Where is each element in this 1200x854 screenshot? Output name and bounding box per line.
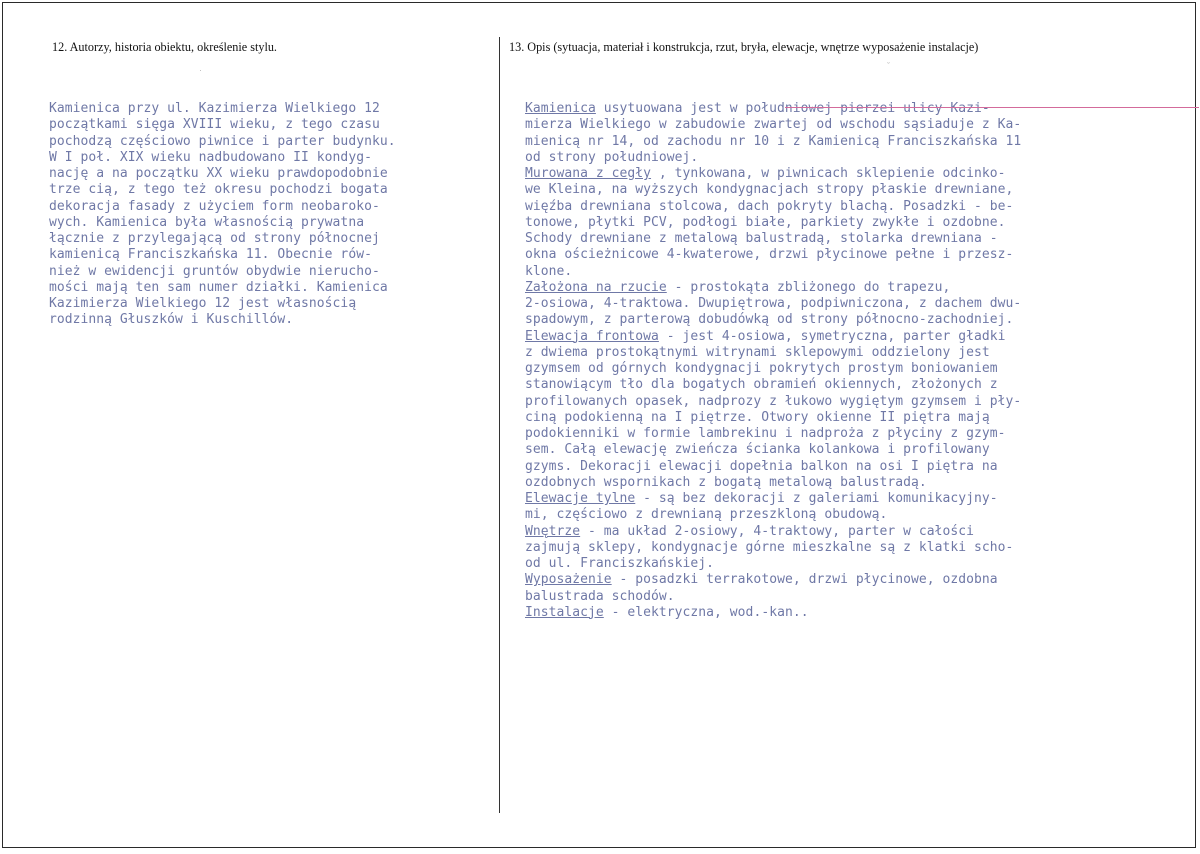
- description-text: ciną podokienną na I piętrze. Otwory okienne II piętra mają: [525, 409, 990, 425]
- description-text: z dwiema prostokątnymi witrynami sklepowymi oddzielony jest: [525, 344, 990, 360]
- description-text: tonowe, płytki PCV, podłogi białe, parkiety zwykłe i ozdobne.: [525, 214, 1006, 230]
- description-text: - prostokąta zbliżonego do trapezu,: [666, 279, 951, 295]
- description-text: od strony południowej.: [525, 149, 699, 165]
- description-text: - elektryczna, wod.-kan..: [603, 604, 809, 620]
- history-line: Kamienica przy ul. Kazimierza Wielkiego 12: [49, 101, 380, 116]
- inventory-card-sheet: [2, 2, 1196, 848]
- description-text: - jest 4-osiowa, symetryczna, parter gładki: [658, 328, 1006, 344]
- description-line: [525, 312, 1175, 328]
- description-line: [525, 199, 1175, 215]
- description-line: [525, 524, 1175, 540]
- section-keyword: Wnętrze: [525, 523, 581, 539]
- description-line: [525, 572, 1175, 588]
- description-line: [525, 166, 1175, 182]
- description-line: [525, 507, 1175, 523]
- history-line: łącznie z przylegającą od strony północnej: [49, 231, 380, 246]
- history-line: początkami sięga XVIII wieku, z tego czasu: [49, 117, 380, 133]
- history-line: mości mają ten sam numer działki. Kamienica: [49, 279, 388, 295]
- description-line: [525, 345, 1175, 361]
- description-text: zajmują sklepy, kondygnacje górne mieszkalne są z klatki scho-: [525, 539, 1014, 555]
- description-line: [525, 556, 1175, 572]
- description-line: [525, 442, 1175, 458]
- faint-mark: ·: [199, 65, 202, 75]
- description-line: [525, 377, 1175, 393]
- description-line: [525, 329, 1175, 345]
- description-text: stanowiącym tło dla bogatych obramień okiennych, złożonych z: [525, 377, 998, 393]
- description-text: balustrada schodów.: [525, 588, 675, 604]
- description-text: ozdobnych wspornikach z bogatą metalową balustradą.: [525, 474, 927, 490]
- history-line: wych. Kamienica była własnością prywatna: [49, 214, 365, 230]
- description-text: podokienniki w formie lambrekinu i nadproża z płyciny z gzym-: [525, 426, 1006, 441]
- section-keyword: Elewacje tylne: [525, 491, 636, 506]
- description-line: [525, 426, 1175, 442]
- description-text: spadowym, z parterową dobudówką od strony północno-zachodniej.: [525, 312, 1014, 328]
- section-keyword: Kamienica: [525, 101, 596, 116]
- history-line: nację a na początku XX wieku prawdopodobnie: [49, 166, 388, 181]
- description-line: [525, 264, 1175, 280]
- section-keyword: Wyposażenie: [525, 572, 612, 588]
- description-text: sem. Całą elewację zwieńcza ścianka kolankowa i profilowany: [525, 442, 990, 458]
- description-text: klone.: [525, 263, 573, 279]
- description-line: [525, 134, 1175, 150]
- history-line: Kazimierza Wielkiego 12 jest własnością: [49, 296, 357, 311]
- section-13-heading: 13. Opis (sytuacja, materiał i konstrukcja, rzut, bryła, elewacje, wnętrze wyposażenie instalacje): [509, 40, 979, 54]
- history-line: rodzinną Głuszków i Kuschillów.: [49, 312, 294, 328]
- description-text: - są bez dekoracji z galeriami komunikacyjny-: [635, 491, 998, 506]
- history-line: dekoracja fasady z użyciem form neobaroko-: [49, 198, 380, 214]
- description-line: [525, 215, 1175, 231]
- description-line: [525, 150, 1175, 166]
- description-line: [525, 605, 1175, 621]
- description-text: , tynkowana, w piwnicach sklepienie odcinko-: [651, 166, 1006, 181]
- description-line: [525, 231, 1175, 247]
- description-line: [525, 459, 1175, 475]
- description-line: [525, 394, 1175, 410]
- description-text: profilowanych opasek, nadprozy z łukowo wygiętym gzymsem i pły-: [525, 393, 1022, 409]
- history-line: nież w ewidencji gruntów obydwie nierucho-: [49, 263, 380, 279]
- section-keyword: Elewacja frontowa: [525, 328, 659, 344]
- description-line: [525, 475, 1175, 491]
- description-text: usytuowana jest w południowej pierzei ulicy Kazi-: [595, 101, 990, 116]
- description-text: mi, częściowo z drewnianą przeszkloną obudową.: [525, 507, 888, 523]
- description-text-block: [525, 101, 1175, 621]
- correction-line: [785, 107, 1199, 108]
- description-line: [525, 182, 1175, 198]
- description-line: [525, 491, 1175, 507]
- section-keyword: Instalacje: [525, 604, 604, 620]
- description-text: 2-osiowa, 4-traktowa. Dwupiętrowa, podpiwniczona, z dachem dwu-: [525, 296, 1022, 311]
- section-keyword: Założona na rzucie: [525, 279, 667, 295]
- history-line: trze cią, z tego też okresu pochodzi bogata: [49, 182, 388, 198]
- description-line: [525, 589, 1175, 605]
- description-text: mierza Wielkiego w zabudowie zwartej od wschodu sąsiaduje z Ka-: [525, 117, 1022, 133]
- description-text: gzyms. Dekoracji elewacji dopełnia balkon na osi I piętra na: [525, 458, 998, 474]
- description-line: [525, 280, 1175, 296]
- history-text-block: [49, 101, 497, 329]
- description-line: [525, 296, 1175, 312]
- description-line: [525, 117, 1175, 133]
- description-line: [525, 540, 1175, 556]
- description-text: - posadzki terrakotowe, drzwi płycinowe, ozdobna: [611, 572, 998, 588]
- section-keyword: Murowana z cegły: [525, 166, 652, 181]
- faint-mark: ˇ: [887, 61, 890, 71]
- description-line: [525, 247, 1175, 263]
- history-line: kamienicą Franciszkańska 11. Obecnie rów-: [49, 247, 372, 263]
- history-line: pochodzą częściowo piwnice i parter budynku.: [49, 133, 396, 149]
- column-divider: [499, 37, 500, 813]
- description-text: więźba drewniana stolcowa, dach pokryty blachą. Posadzki - be-: [525, 198, 1014, 214]
- description-text: Schody drewniane z metalową balustradą, stolarka drewniana -: [525, 231, 998, 246]
- description-line: [525, 101, 1175, 117]
- description-line: [525, 410, 1175, 426]
- description-line: [525, 361, 1175, 377]
- description-text: gzymsem od górnych kondygnacji pokrytych prostym boniowaniem: [525, 361, 998, 376]
- description-text: mienicą nr 14, od zachodu nr 10 i z Kamienicą Franciszkańska 11: [525, 133, 1022, 149]
- description-text: we Kleina, na wyższych kondygnacjach stropy płaskie drewniane,: [525, 182, 1014, 198]
- description-text: od ul. Franciszkańskiej.: [525, 556, 715, 571]
- section-12-heading: 12. Autorzy, historia obiektu, określenie stylu.: [52, 40, 277, 54]
- description-text: okna ościeżnicowe 4-kwaterowe, drzwi płycinowe pełne i przesz-: [525, 247, 1014, 263]
- history-line: W I poł. XIX wieku nadbudowano II kondyg-: [49, 149, 372, 165]
- description-text: - ma układ 2-osiowy, 4-traktowy, parter w całości: [580, 523, 974, 539]
